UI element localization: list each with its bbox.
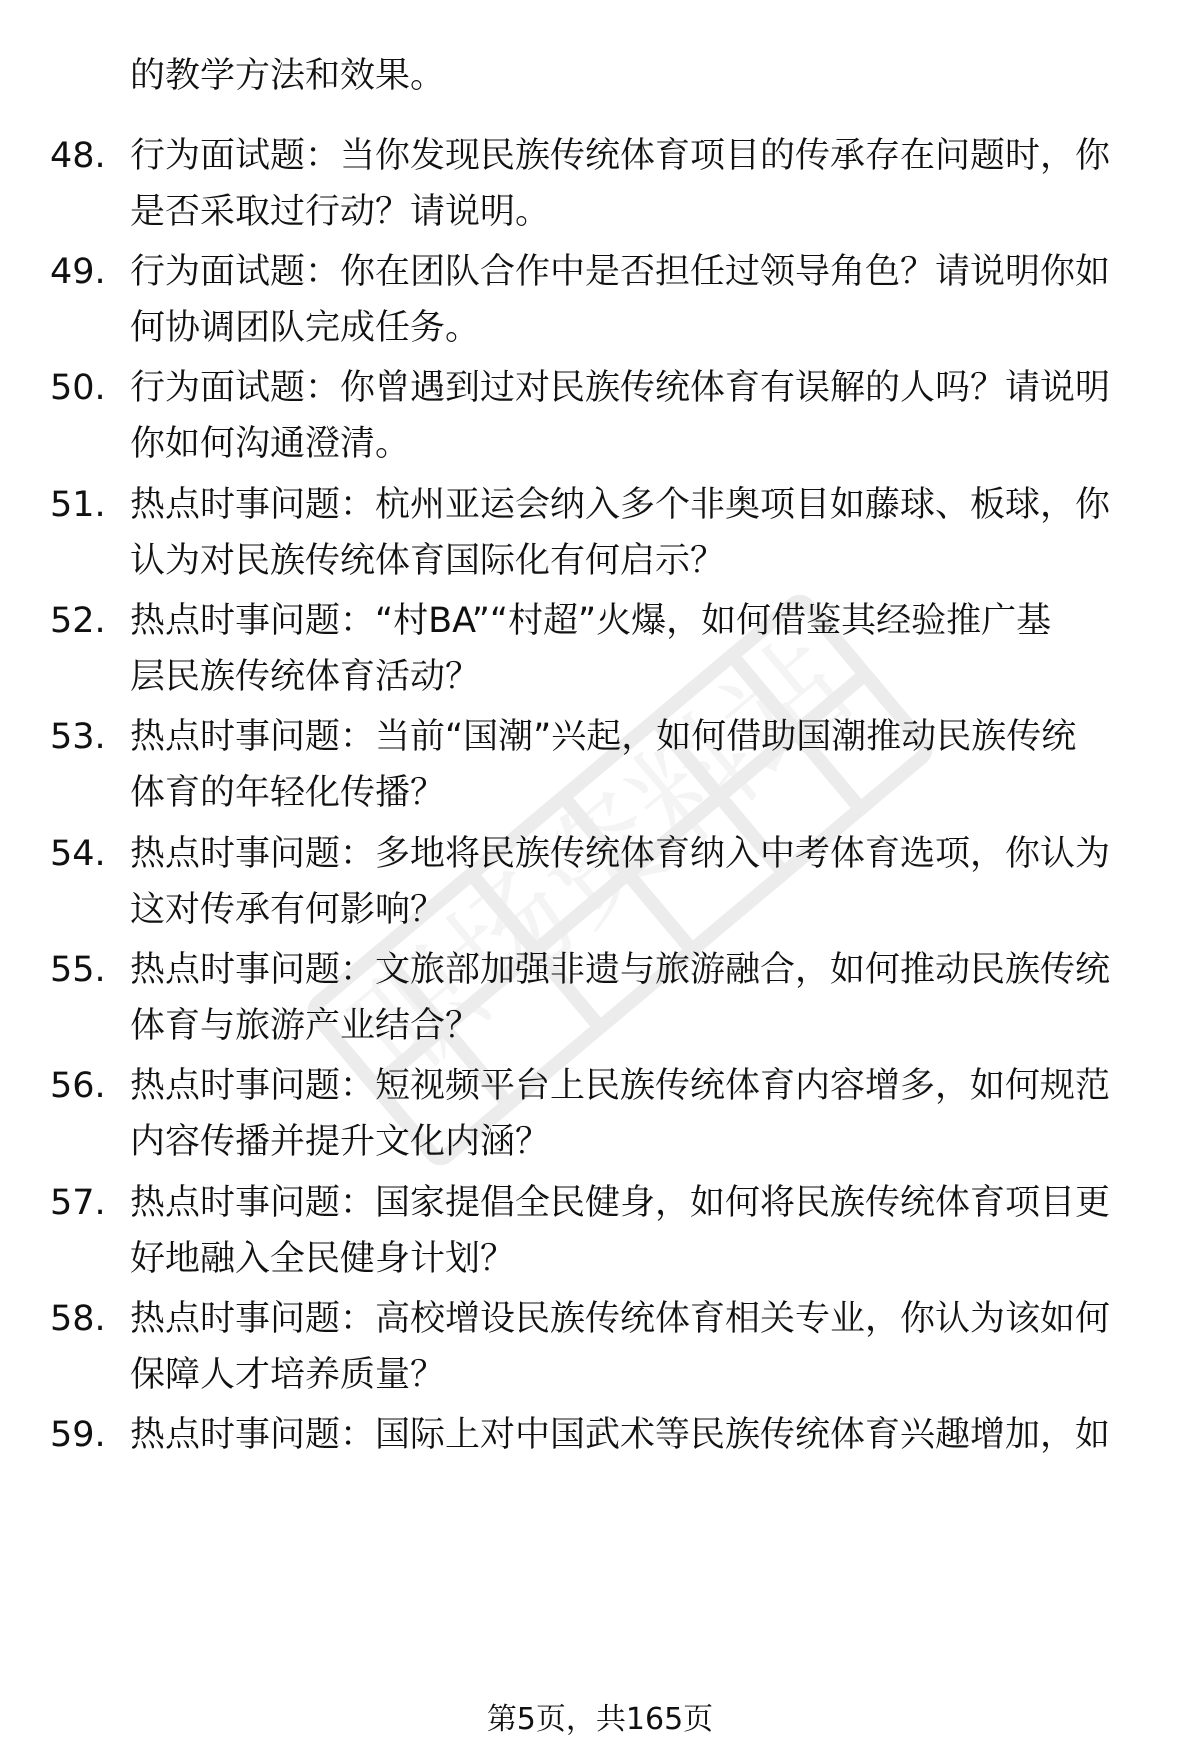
item-number: 55. [50, 950, 106, 990]
item-line: 热点时事问题：杭州亚运会纳入多个非奥项目如藤球、板球，你 [130, 485, 1111, 525]
item-line: 是否采取过行动？请说明。 [130, 192, 551, 232]
item-line: 热点时事问题：国家提倡全民健身，如何将民族传统体育项目更 [130, 1183, 1111, 1223]
item-line: 热点时事问题：多地将民族传统体育纳入中考体育选项，你认为 [130, 834, 1111, 874]
item-line: 何协调团队完成任务。 [130, 308, 481, 348]
continuation-text: 的教学方法和效果。 [130, 56, 446, 96]
item-line: 体育的年轻化传播？ [130, 773, 446, 813]
page-footer: 第5页，共165页 [486, 1702, 714, 1737]
item-line: 你如何沟通澄清。 [130, 424, 411, 464]
item-line: 热点时事问题：短视频平台上民族传统体育内容增多，如何规范 [130, 1066, 1111, 1106]
item-number: 50. [50, 368, 106, 408]
item-number: 53. [50, 717, 106, 757]
item-line: 行为面试题：你曾遇到过对民族传统体育有误解的人吗？请说明 [130, 368, 1111, 408]
item-number: 57. [50, 1183, 106, 1223]
item-line: 热点时事问题：当前“国潮”兴起，如何借助国潮推动民族传统 [130, 717, 1077, 757]
item-number: 58. [50, 1299, 106, 1339]
item-number: 51. [50, 485, 106, 525]
item-line: 层民族传统体育活动？ [130, 657, 481, 697]
item-line: 行为面试题：当你发现民族传统体育项目的传承存在问题时，你 [130, 136, 1111, 176]
item-line: 行为面试题：你在团队合作中是否担任过领导角色？请说明你如 [130, 252, 1111, 292]
item-number: 56. [50, 1066, 106, 1106]
item-line: 热点时事问题：文旅部加强非遗与旅游融合，如何推动民族传统 [130, 950, 1111, 990]
item-number: 54. [50, 834, 106, 874]
item-line: 热点时事问题：高校增设民族传统体育相关专业，你认为该如何 [130, 1299, 1111, 1339]
item-number: 52. [50, 601, 106, 641]
item-line: 认为对民族传统体育国际化有何启示？ [130, 541, 726, 581]
item-line: 保障人才培养质量？ [130, 1355, 446, 1395]
item-line: 内容传播并提升文化内涵？ [130, 1122, 551, 1162]
item-line: 好地融入全民健身计划？ [130, 1239, 516, 1279]
item-number: 49. [50, 252, 106, 292]
item-number: 59. [50, 1415, 106, 1455]
item-line: 体育与旅游产业结合？ [130, 1006, 481, 1046]
item-line: 这对传承有何影响？ [130, 890, 446, 930]
item-line: 热点时事问题：“村BA”“村超”火爆，如何借鉴其经验推广基 [130, 601, 1052, 641]
item-number: 48. [50, 136, 106, 176]
item-line: 热点时事问题：国际上对中国武术等民族传统体育兴趣增加，如 [130, 1415, 1111, 1455]
